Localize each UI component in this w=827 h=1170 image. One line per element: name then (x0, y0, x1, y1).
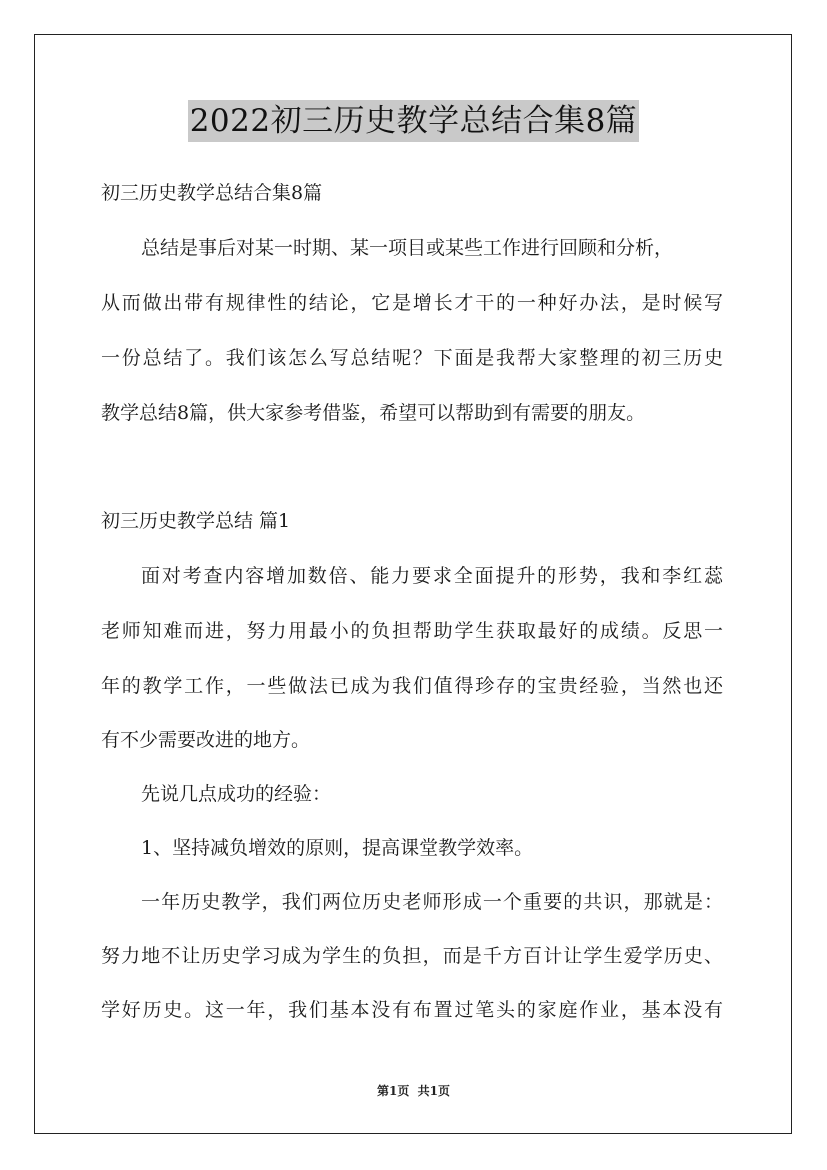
title-container (0, 100, 827, 142)
paragraph4-line-2: 努力地不让历史学习成为学生的负担，而是千方百计让学生爱学历史、 (101, 945, 723, 967)
intro-line-2: 从而做出带有规律性的结论，它是增长才干的一种好办法，是时候写 (101, 292, 723, 314)
paragraph1-line-1: 面对考查内容增加数倍、能力要求全面提升的形势，我和李红蕊 (141, 565, 723, 587)
document-subtitle: 初三历史教学总结合集8篇 (101, 182, 323, 204)
document-title: 2022初三历史教学总结合集8篇 (188, 100, 640, 142)
paragraph4-line-1: 一年历史教学，我们两位历史老师形成一个重要的共识，那就是： (141, 891, 723, 913)
paragraph1-line-2: 老师知难而进，努力用最小的负担帮助学生获取最好的成绩。反思一 (101, 620, 723, 642)
paragraph3-line: 1、坚持减负增效的原则，提高课堂教学效率。 (141, 837, 534, 859)
intro-line-1: 总结是事后对某一时期、某一项目或某些工作进行回顾和分析， (141, 237, 674, 259)
paragraph2-line: 先说几点成功的经验： (141, 783, 332, 805)
intro-line-3: 一份总结了。我们该怎么写总结呢？下面是我帮大家整理的初三历史 (101, 347, 723, 369)
section-heading: 初三历史教学总结 篇1 (101, 510, 291, 532)
intro-line-4: 教学总结8篇，供大家参考借鉴，希望可以帮助到有需要的朋友。 (101, 402, 646, 424)
paragraph4-line-3: 学好历史。这一年，我们基本没有布置过笔头的家庭作业，基本没有 (101, 999, 723, 1021)
page-footer: 第1页 共1页 (376, 1084, 451, 1098)
paragraph1-line-3: 年的教学工作，一些做法已成为我们值得珍存的宝贵经验，当然也还 (101, 675, 723, 697)
paragraph1-line-4: 有不少需要改进的地方。 (101, 729, 311, 751)
